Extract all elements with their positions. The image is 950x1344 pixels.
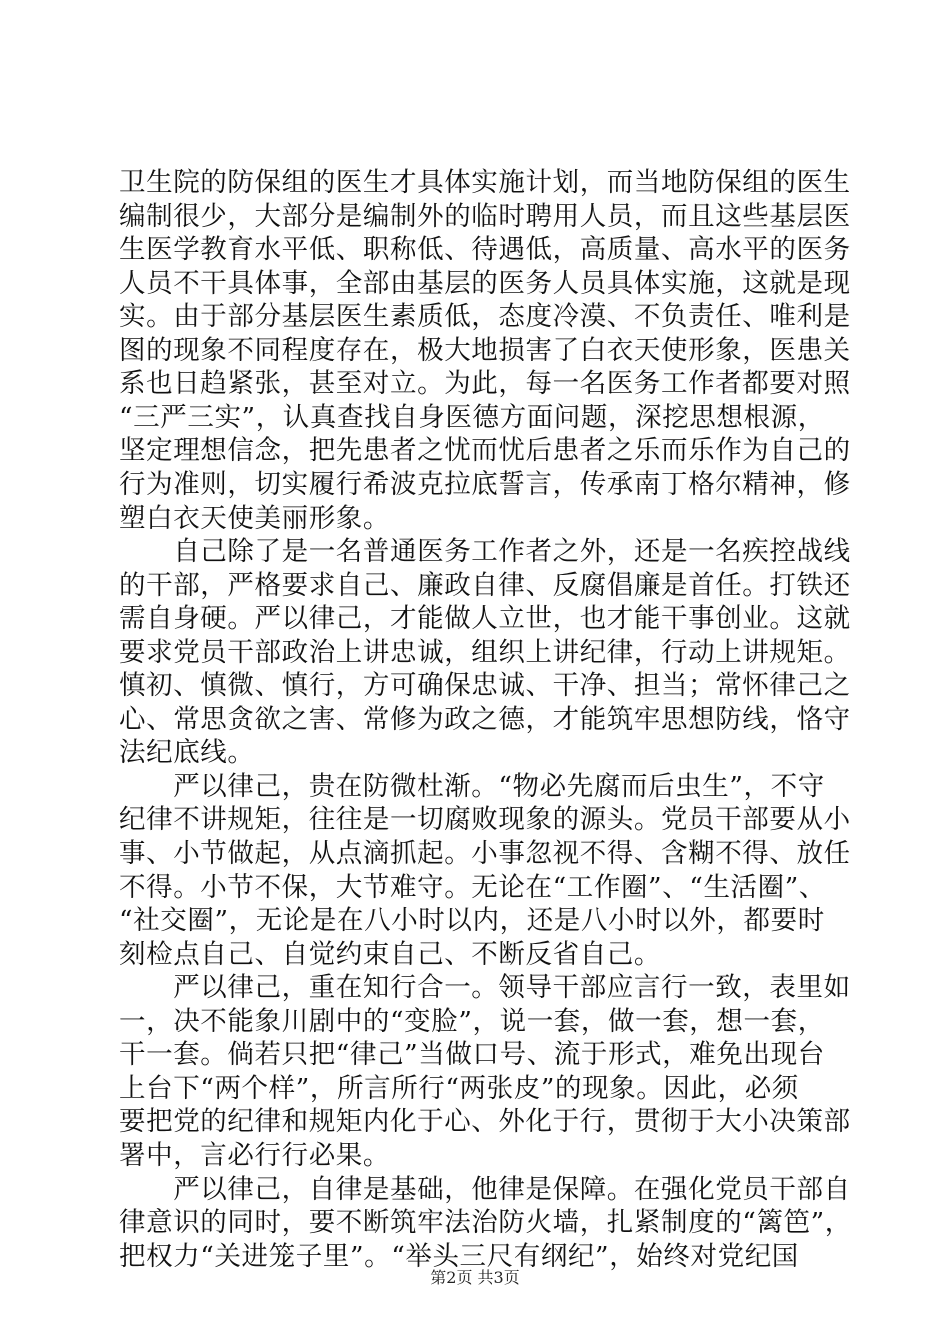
text-line: 自己除了是一名普通医务工作者之外，还是一名疾控战线 xyxy=(119,536,851,568)
text-line: 需自身硬。严以律己，才能做人立世，也才能干事创业。这就 xyxy=(119,603,851,635)
text-line: 严以律己，重在知行合一。领导干部应言行一致，表里如 xyxy=(119,972,851,1004)
text-line: 律意识的同时，要不断筑牢法治防火墙，扎紧制度的“篱笆”， xyxy=(119,1207,852,1239)
text-line: 把权力“关进笼子里”。“举头三尺有纲纪”，始终对党纪国 xyxy=(119,1240,799,1272)
text-line: 坚定理想信念，把先患者之忧而忧后患者之乐而乐作为自己的 xyxy=(119,435,851,467)
page-footer: 第2页 共3页 xyxy=(430,1268,520,1287)
text-line: “三严三实”，认真查找自身医德方面问题，深挖思想根源， xyxy=(119,401,825,433)
text-line: 心、常思贪欲之害、常修为政之德，才能筑牢思想防线，恪守 xyxy=(119,703,851,735)
text-line: 刻检点自己、自觉约束自己、不断反省自己。 xyxy=(119,938,661,970)
text-line: 署中，言必行行必果。 xyxy=(119,1139,390,1171)
text-line: 塑白衣天使美丽形象。 xyxy=(119,502,390,534)
text-line: 事、小节做起，从点滴抓起。小事忽视不得、含糊不得、放任 xyxy=(119,838,851,869)
text-line: 系也日趋紧张，甚至对立。为此，每一名医务工作者都要对照 xyxy=(119,368,851,400)
text-line: “社交圈”，无论是在八小时以内，还是八小时以外，都要时 xyxy=(119,905,825,937)
text-line: 干一套。倘若只把“律己”当做口号、流于形式，难免出现台 xyxy=(119,1039,825,1071)
text-line: 慎初、慎微、慎行，方可确保忠诚、干净、担当；常怀律己之 xyxy=(119,670,851,702)
text-line: 要把党的纪律和规矩内化于心、外化于行，贯彻于大小决策部 xyxy=(119,1106,851,1138)
text-line: 图的现象不同程度存在，极大地损害了白衣天使形象，医患关 xyxy=(119,334,851,366)
text-line: 生医学教育水平低、职称低、待遇低，高质量、高水平的医务 xyxy=(119,234,851,266)
text-line: 纪律不讲规矩，往往是一切腐败现象的源头。党员干部要从小 xyxy=(119,804,851,836)
text-line: 人员不干具体事，全部由基层的医务人员具体实施，这就是现 xyxy=(119,267,851,299)
text-line: 的干部，严格要求自己、廉政自律、反腐倡廉是首任。打铁还 xyxy=(119,569,851,601)
text-line: 实。由于部分基层医生素质低，态度冷漠、不负责任、唯利是 xyxy=(119,301,851,333)
text-line: 不得。小节不保，大节难守。无论在“工作圈”、“生活圈”、 xyxy=(119,871,826,903)
text-line: 行为准则，切实履行希波克拉底誓言，传承南丁格尔精神，修 xyxy=(119,468,851,500)
text-line: 编制很少，大部分是编制外的临时聘用人员，而且这些基层医 xyxy=(119,200,851,232)
text-line: 严以律己，贵在防微杜渐。“物必先腐而后虫生”，不守 xyxy=(119,770,825,802)
text-line: 严以律己，自律是基础，他律是保障。在强化党员干部自 xyxy=(119,1173,851,1205)
text-line: 要求党员干部政治上讲忠诚，组织上讲纪律，行动上讲规矩。 xyxy=(119,636,851,668)
text-line: 上台下“两个样”，所言所行“两张皮”的现象。因此，必须 xyxy=(119,1072,799,1104)
text-line: 卫生院的防保组的医生才具体实施计划，而当地防保组的医生 xyxy=(119,167,851,198)
text-line: 一，决不能象川剧中的“变脸”，说一套，做一套，想一套， xyxy=(119,1005,825,1037)
text-line: 法纪底线。 xyxy=(119,737,255,769)
